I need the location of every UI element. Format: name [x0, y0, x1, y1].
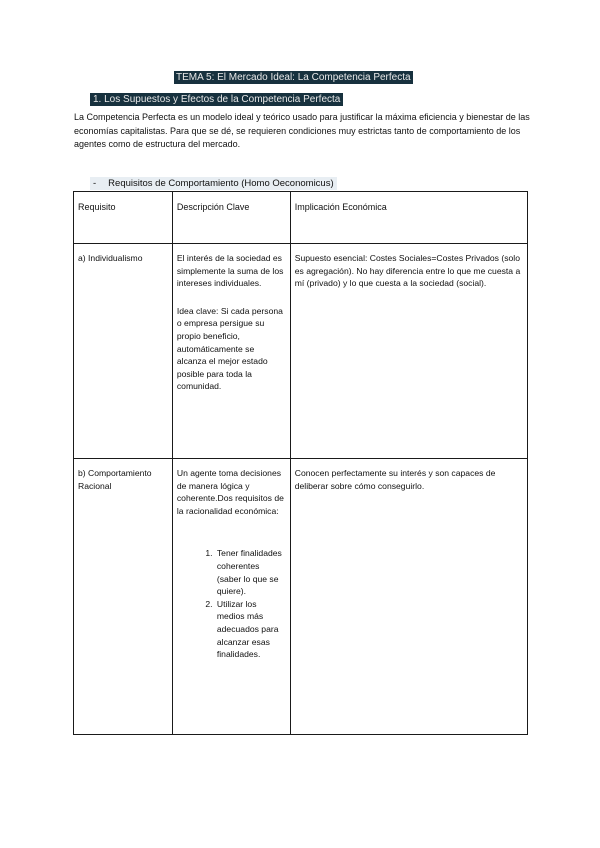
- cell-descripcion: [172, 244, 290, 459]
- desc-key-idea: Idea clave: Si cada persona o empresa persigue su propio beneficio, automáticamente se alcanza el mejor estado posible para toda la comunidad.: [176, 305, 283, 392]
- rationality-list: [177, 547, 286, 660]
- cell-implicacion: Conocen perfectamente su interés y son capaces de deliberar sobre cómo conseguirlo.: [290, 459, 527, 735]
- document-title: TEMA 5: El Mercado Ideal: La Competencia Perfecta: [176, 72, 411, 83]
- desc-paragraph: Un agente toma decisiones de manera lógica y coherente.Dos requisitos de la racionalidad económica:: [176, 468, 284, 516]
- cell-requisito: b) Comportamiento Racional: [74, 459, 173, 735]
- section-heading: 1. Los Supuestos y Efectos de la Competencia Perfecta: [90, 93, 343, 106]
- header-descripcion: Descripción Clave: [172, 192, 290, 244]
- table-row: [74, 459, 528, 735]
- requirements-table: [73, 191, 528, 735]
- desc-paragraph: El interés de la sociedad es simplemente la suma de los intereses individuales.: [176, 253, 284, 289]
- subheading-text: Requisitos de Comportamiento (Homo Oeconomicus): [108, 178, 334, 189]
- subheading: [90, 177, 337, 190]
- intro-paragraph: La Competencia Perfecta es un modelo ideal y teórico usado para justificar la máxima eficiencia y bienestar de las economías capitalistas. Para que se dé, se requieren condiciones muy estrictas tanto de comportamiento de los agentes como de estructura del mercado.: [74, 112, 530, 149]
- list-item: 2. Utilizar los medios más adecuados para alcanzar esas finalidades.: [215, 598, 286, 661]
- bullet-dash: -: [93, 178, 97, 189]
- table-row: [74, 244, 528, 459]
- cell-descripcion: [172, 459, 290, 735]
- list-item: 1. Tener finalidades coherentes (saber lo que se quiere).: [215, 547, 286, 597]
- header-requisito: Requisito: [74, 192, 173, 244]
- cell-implicacion: Supuesto esencial: Costes Sociales=Costes Privados (solo es agregación). No hay diferencia entre lo que me cuesta a mí (privado) y lo que cuesta a la sociedad (social).: [290, 244, 527, 459]
- cell-requisito: a) Individualismo: [74, 244, 173, 459]
- header-implicacion: Implicación Económica: [290, 192, 527, 244]
- table-header-row: [74, 192, 528, 244]
